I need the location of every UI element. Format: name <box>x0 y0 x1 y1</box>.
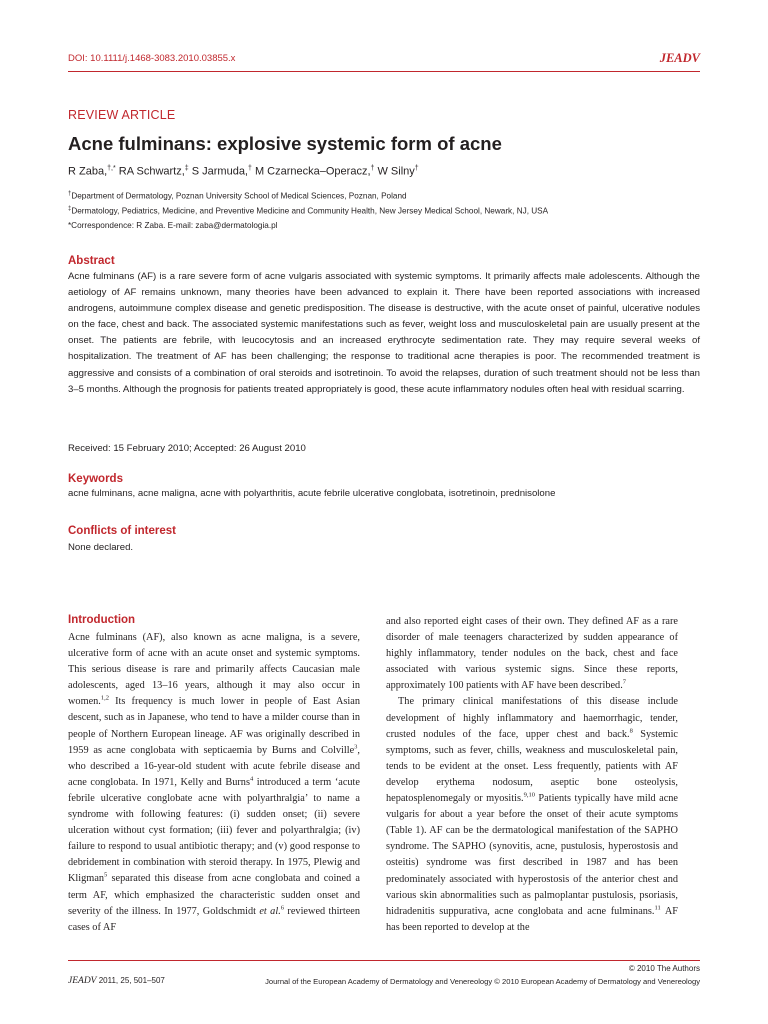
copyright-notice: © 2010 The Authors <box>628 964 700 973</box>
author-name: W Silny <box>374 165 415 178</box>
journal-full-name: Journal of the European Academy of Dermatology and Venereology © 2010 European Academy of Dermatology and Venereology <box>265 977 700 986</box>
keywords-text: acne fulminans, acne maligna, acne with polyarthritis, acute febrile ulcerative conglobata, isotretinoin, prednisolone <box>68 488 556 499</box>
section-type: REVIEW ARTICLE <box>68 108 176 122</box>
abstract-heading: Abstract <box>68 255 115 267</box>
conflicts-text: None declared. <box>68 542 134 553</box>
author-name: S Jarmuda, <box>188 165 248 178</box>
doi-link[interactable]: DOI: 10.1111/j.1468-3083.2010.03855.x <box>68 53 236 64</box>
author-list <box>68 165 419 178</box>
citation-ref[interactable]: 8 <box>629 727 633 735</box>
citation-ref[interactable]: 9,10 <box>523 791 535 799</box>
citation-ref[interactable]: 6 <box>280 904 285 912</box>
intro-paragraph: Acne fulminans (AF), also known as acne maligna, is a severe, ulcerative form of acne with an acute onset and systemic symptoms. This serious disease is rare and primarily affects Caucasian male adolescents, aged 13–16 years, although it may also occur in women.$^{1,2}$ Its frequency is much lower in people of East Asian descent, such as in Japanese, who tend to have a milder course than in people of Northern European lineage. AF was originally described in 1959 as acne conglobata with septicaemia by Burns and Colville$^3$, who described a 16-year-old student with acute febrile disease and acne conglobata. In 1971, Kelly and Burns$^4$ introduced a term ‘acute febrile ulcerative conglobate acne with polyarthralgia’ to name a syndrome with following features: (i) sudden onset; (ii) severe ulceration without cyst formation; (iii) fever and polyarthralgia; (iv) failure to respond to usual antibiotic therapy; and (v) good response to debridement in combination with steroid therapy. In 1975, Plewig and Kligman$^5$ separated this disease from acne conglobata and coined a term AF, which emphasized the characteristic sudden onset and severity of the illness. In 1977, Goldschmidt et al.$^6$ reviewed thirteen cases of AF <box>68 632 361 933</box>
correspondence-text: *Correspondence: R Zaba. E-mail: zaba@dermatologia.pl <box>68 221 278 230</box>
italic-text: et al. <box>259 905 281 917</box>
running-header <box>68 53 700 69</box>
affiliation-text: Dermatology, Pediatrics, Medicine, and Preventive Medicine and Community Health, New Jersey Medical School, Newark, NJ, USA <box>71 206 549 216</box>
citation-ref[interactable]: 1,2 <box>100 694 110 702</box>
citation-ref[interactable]: 3 <box>354 743 358 751</box>
introduction-heading: Introduction <box>68 614 136 626</box>
affiliation <box>68 206 548 216</box>
author-mark: † <box>414 165 419 172</box>
citation-ref[interactable]: 7 <box>622 678 627 686</box>
body-column-right <box>386 614 678 936</box>
citation-ref[interactable]: 5 <box>104 871 108 879</box>
header-divider <box>68 71 700 72</box>
author-mark: † <box>370 165 375 172</box>
abstract-text: Acne fulminans (AF) is a rare severe form of acne vulgaris associated with systemic symptoms. It primarily affects male adolescents. Although the aetiology of AF remains unknown, many theories have been advanced to explain it. There have been reported associations with increased androgens, autoimmune complex disease and genetic predisposition. The disease is destructive, with the acute onset of painful, ulcerative nodules on the face, chest and back. The associated systemic manifestations such as fever, weight loss and musculoskeletal pain are usually present at the onset. The patients are febrile, with leucocytosis and an increased erythrocyte sedimentation rate. They may require several weeks of hospitalization. The treatment of AF has been challenging; the response to traditional acne therapies is poor. The recommended treatment is aggressive and consists of a combination of oral steroids and isotretinoin. To avoid the relapses, duration of such treatment should not be less than 3–5 months. Although the prognosis for patients treated appropriately is good, these acute inflammatory nodules often heal with residual scarring. <box>68 271 700 395</box>
intro-paragraph-continued: and also reported eight cases of their own. They defined AF as a rare disorder of male teenagers characterized by sudden appearance of highly inflammatory, tender nodules on the back, chest and face associated with various systemic signs. Since these reports, approximately 100 patients with AF have been described.$^7$ <box>386 616 678 692</box>
author-mark: ‡ <box>184 165 189 172</box>
author-name: RA Schwartz, <box>115 165 185 178</box>
body-column-left <box>68 630 360 936</box>
author-name: M Czarnecka–Operacz, <box>251 165 371 178</box>
received-dates: Received: 15 February 2010; Accepted: 26 August 2010 <box>68 443 306 454</box>
correspondence <box>68 221 277 230</box>
author-mark: †,* <box>107 165 116 172</box>
affiliation-text: Department of Dermatology, Poznan University School of Medical Sciences, Poznan, Poland <box>71 191 407 201</box>
keywords-heading: Keywords <box>68 473 123 485</box>
footer-divider <box>68 960 700 961</box>
citation-text: 2011, 25, 501–507 <box>96 976 165 985</box>
citation-ref[interactable]: 4 <box>249 775 254 783</box>
journal-abbrev: JEADV <box>68 976 97 986</box>
author-name: R Zaba, <box>68 165 108 178</box>
abstract-body <box>68 269 700 398</box>
affiliation-mark: ‡ <box>68 206 72 212</box>
article-title: Acne fulminans: explosive systemic form of acne <box>68 133 502 154</box>
affiliation-mark: † <box>68 191 72 197</box>
affiliation <box>68 191 407 201</box>
clinical-paragraph: The primary clinical manifestations of this disease include development of highly inflammatory and haemorrhagic, tender, crusted nodules of the face, upper chest and back.$^8$ Systemic symptoms, such as fever, chills, weakness and musculoskeletal pain, tends to be evident at the onset. Less frequently, patients with AF develop erythema nodosum, aseptic bone osteolysis, hepatosplenomegaly or myositis.$^{9,10}$ Patients typically have mild acne vulgaris for about a year before the onset of their acute symptoms (Table 1). AF can be the dermatological manifestation of the SAPHO syndrome. The SAPHO (synovitis, acne, pustulosis, hyperostosis and osteitis) syndrome was first described in 1987 and has been predominately associated with hyperostosis of the anterior chest and various skin abnormalities such as palmoplantar pustulosis, psoriasis, hidradenitis suppurativa, acne conglobata and acne fulminans.$^{11}$ AF has been reported to develop at the <box>386 696 679 933</box>
citation-ref[interactable]: 11 <box>654 904 661 912</box>
conflicts-heading: Conflicts of interest <box>68 525 176 537</box>
author-mark: † <box>248 165 252 172</box>
citation-line <box>68 976 165 986</box>
journal-name: JEADV <box>659 51 700 65</box>
